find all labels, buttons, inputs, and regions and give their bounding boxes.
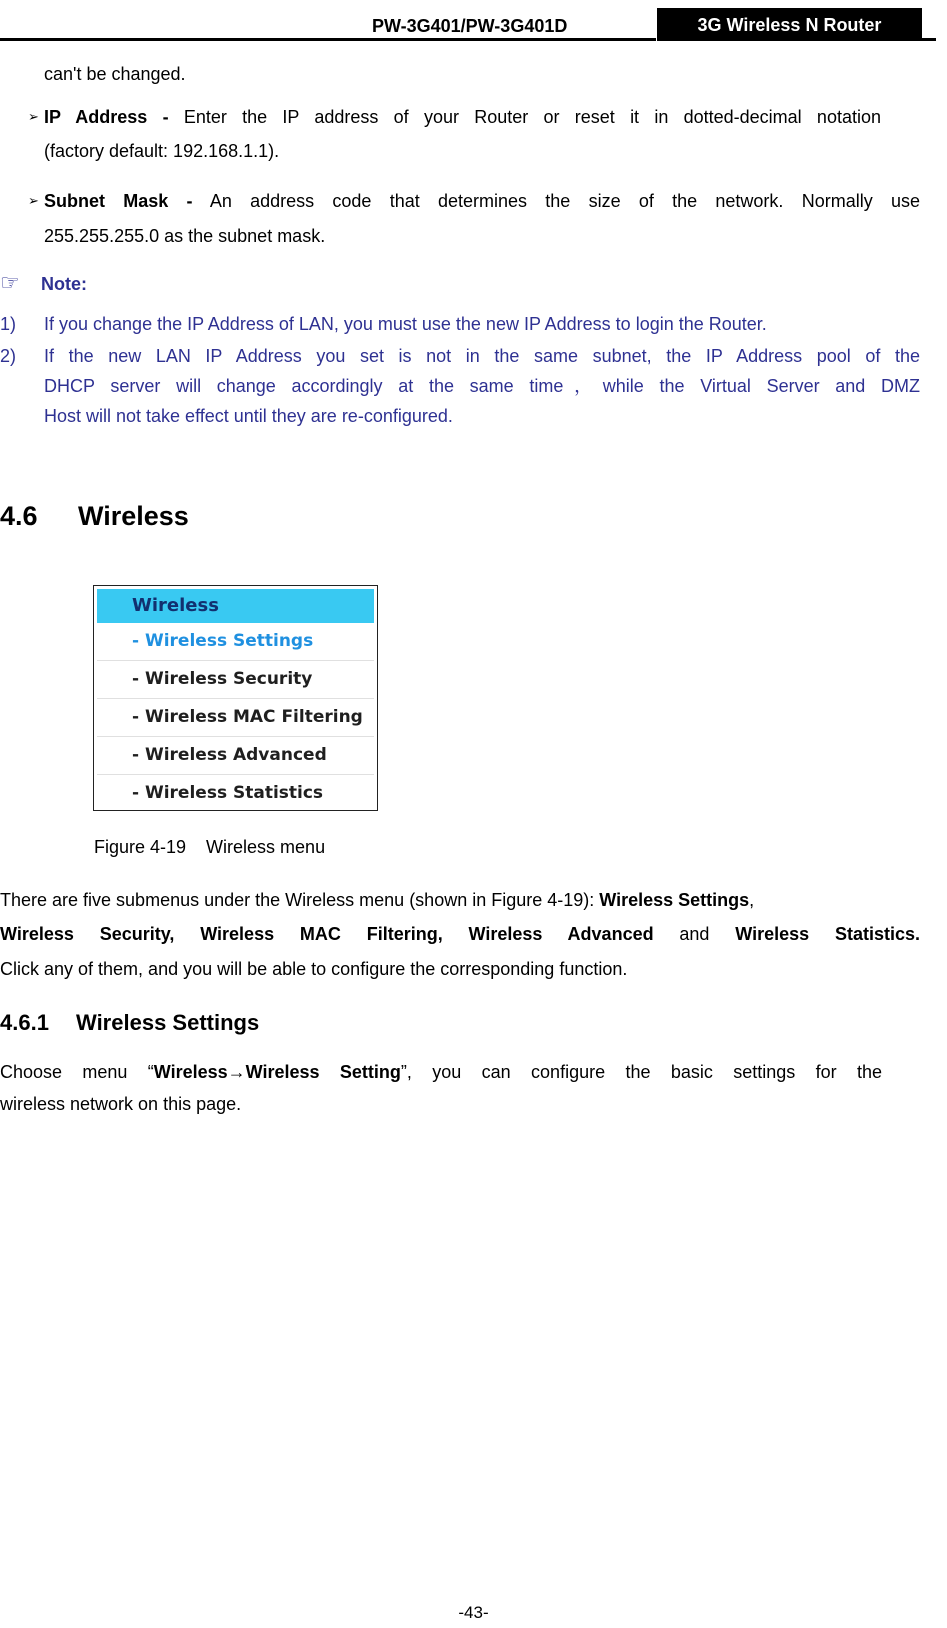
- page-number: -43-: [458, 1603, 489, 1622]
- section-number: 4.6: [0, 501, 38, 531]
- bullet-arrow-icon: ➢: [28, 193, 39, 208]
- menu-item-wireless-advanced[interactable]: - Wireless Advanced: [97, 737, 374, 775]
- section-title: Wireless: [78, 501, 189, 531]
- note-1-text: If you change the IP Address of LAN, you must use the new IP Address to login the Router.: [44, 314, 767, 334]
- para2-text-start: Choose menu “: [0, 1062, 154, 1082]
- header-model: PW-3G401/PW-3G401D: [372, 16, 568, 36]
- ip-address-text: Enter the IP address of your Router or reset it in dotted-decimal notation: [183, 107, 881, 127]
- ip-address-line-1: [44, 106, 881, 128]
- wireless-menu-figure: [93, 585, 378, 811]
- menu-item-wireless-mac-filtering[interactable]: - Wireless MAC Filtering: [97, 699, 374, 737]
- note-1-number: 1): [0, 314, 17, 334]
- para1-line-2: [0, 923, 920, 945]
- para1-text: There are five submenus under the Wireless menu (shown in Figure 4-19):: [0, 890, 600, 910]
- para1-line-1: [0, 889, 754, 911]
- note-2-line-1: If the new LAN IP Address you set is not in the same subnet, the IP Address pool of the: [44, 346, 920, 366]
- para1-comma: ,: [749, 890, 755, 910]
- para2-text-end: ”, you can configure the basic settings for the: [400, 1062, 882, 1082]
- ip-address-label: IP Address -: [44, 107, 169, 127]
- para1-and: and: [653, 924, 736, 944]
- figure-caption: Figure 4-19 Wireless menu: [94, 837, 326, 857]
- para1-bold-statistics: Wireless Statistics.: [735, 924, 920, 944]
- para1-bold-wireless-settings: Wireless Settings: [599, 890, 750, 910]
- header-product: 3G Wireless N Router: [657, 8, 922, 41]
- note-2-number: 2): [0, 346, 17, 366]
- para1-bold-submenus: Wireless Security, Wireless MAC Filtering, Wireless Advanced: [0, 924, 654, 944]
- subnet-mask-line-1: [44, 190, 920, 212]
- menu-item-wireless-security[interactable]: - Wireless Security: [97, 661, 374, 699]
- pointing-hand-icon: ☞: [0, 270, 20, 295]
- subsection-number: 4.6.1: [0, 1010, 49, 1035]
- continuation-line: can't be changed.: [44, 64, 186, 84]
- subnet-mask-line-2: 255.255.255.0 as the subnet mask.: [44, 226, 326, 246]
- header-rule: [0, 38, 656, 41]
- note-2-line-2: DHCP server will change accordingly at the same time，while the Virtual Server and DMZ: [44, 376, 920, 396]
- para1-line-3: Click any of them, and you will be able to configure the corresponding function.: [0, 959, 628, 979]
- menu-item-wireless-statistics[interactable]: - Wireless Statistics: [132, 783, 324, 803]
- header-rule-end: [922, 38, 936, 41]
- subnet-mask-text: An address code that determines the size of the network. Normally use: [209, 191, 920, 211]
- menu-item-wireless-settings[interactable]: - Wireless Settings: [97, 623, 374, 661]
- subnet-mask-label: Subnet Mask -: [44, 191, 193, 211]
- para2-line-1: [0, 1061, 882, 1083]
- para2-menu-path: Wireless→Wireless Setting: [153, 1062, 401, 1082]
- note-label: Note:: [41, 274, 87, 294]
- para2-line-2: wireless network on this page.: [0, 1094, 242, 1114]
- ip-address-line-2: (factory default: 192.168.1.1).: [44, 141, 280, 161]
- note-2-line-3: Host will not take effect until they are re-configured.: [44, 406, 453, 426]
- bullet-arrow-icon: ➢: [28, 109, 39, 124]
- subsection-title: Wireless Settings: [76, 1010, 260, 1035]
- menu-item-wireless[interactable]: Wireless: [97, 589, 374, 623]
